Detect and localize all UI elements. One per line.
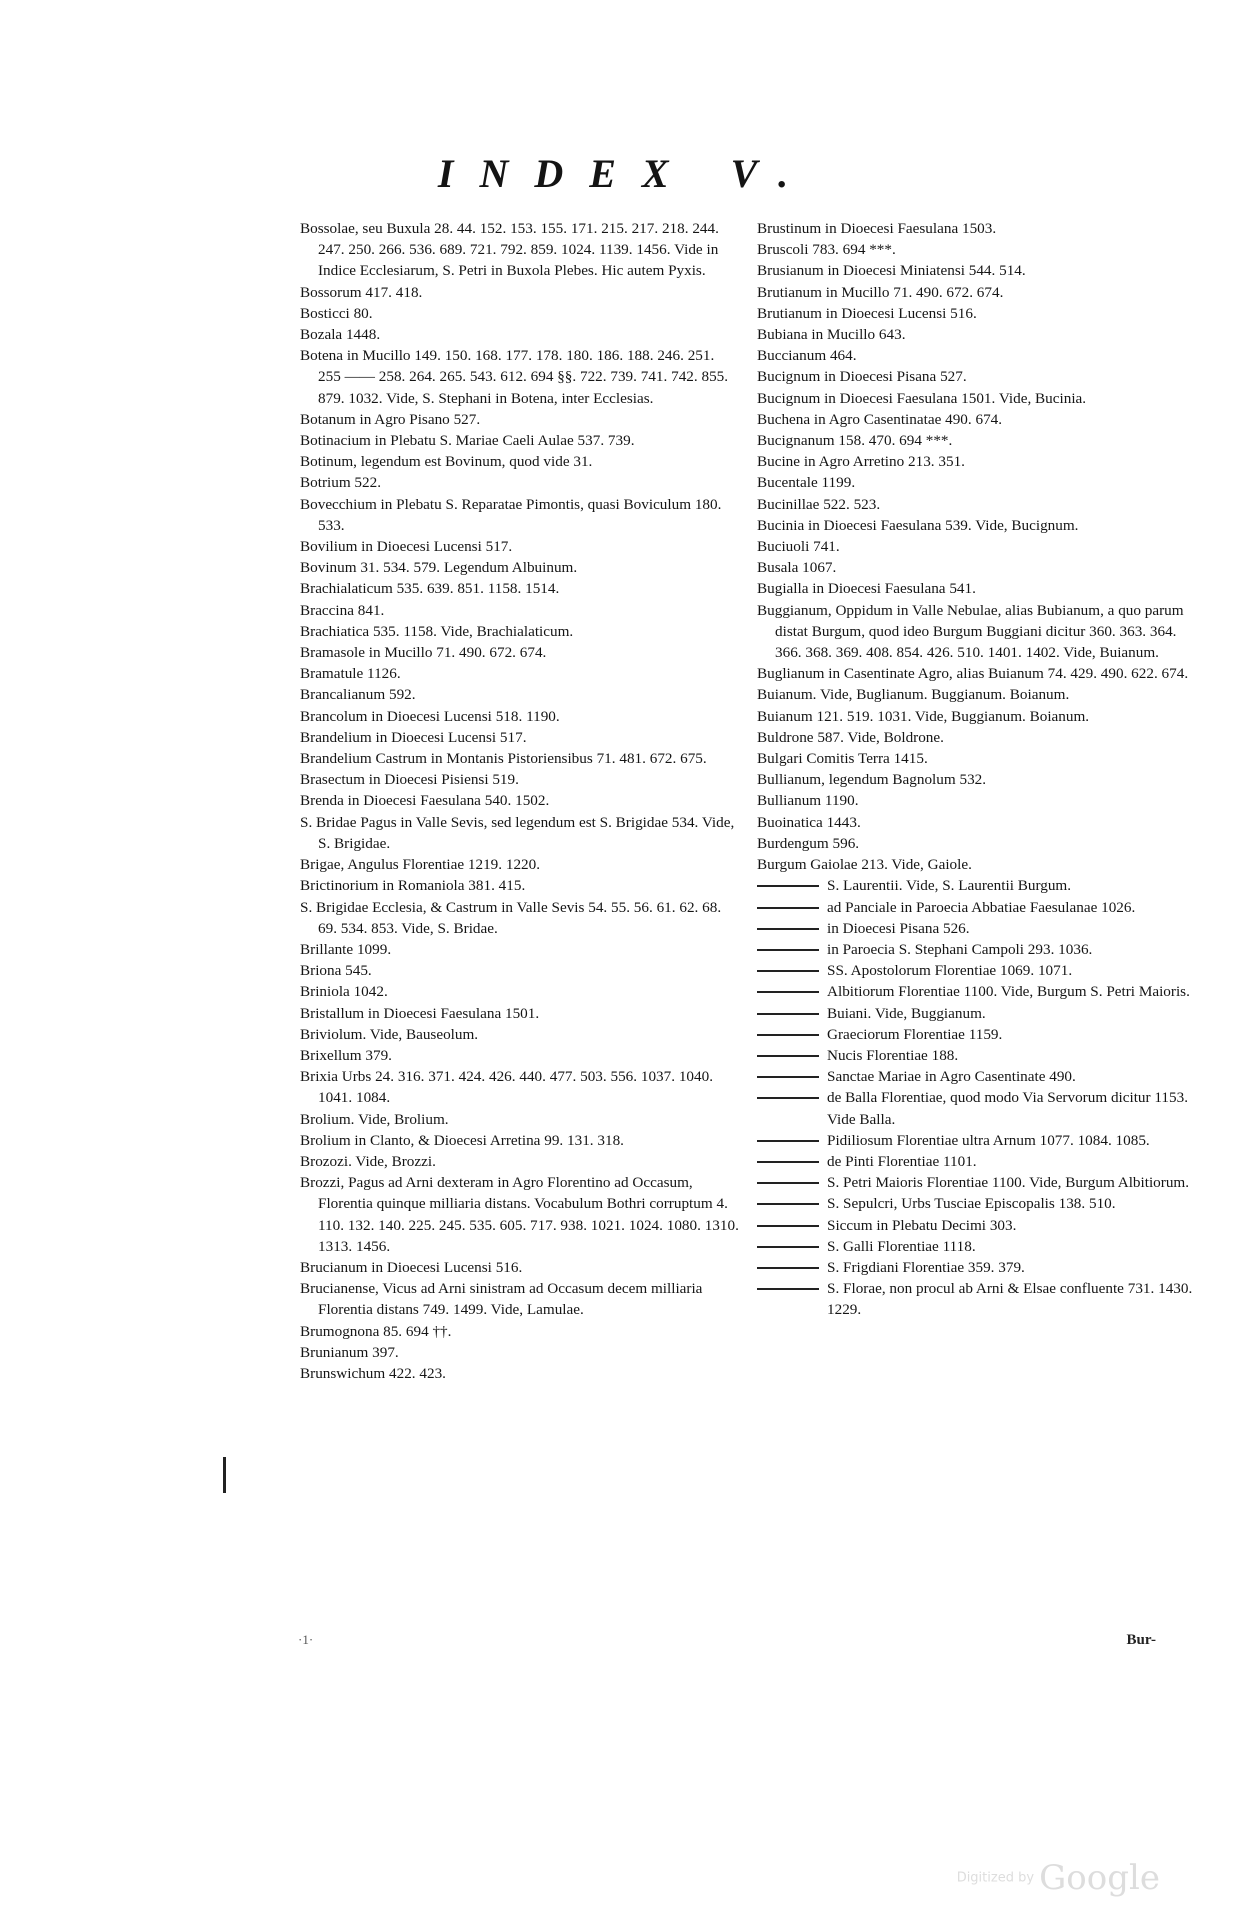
index-entry: Braccina 841. [300,601,385,619]
index-entry: Brucianense, Vicus ad Arni sinistram ad Occasum decem milliaria Florentia distans 749. 1499. Vide, Lamulae. [300,1280,703,1319]
index-entry: Briviolum. Vide, Bauseolum. [300,1025,479,1043]
index-entry: Bullianum 1190. [757,792,859,810]
index-column-right [757,218,1197,1321]
index-entry: S. Brigidae Ecclesia, & Castrum in Valle Sevis 54. 55. 56. 61. 62. 68. 69. 534. 853. Vide, S. Bridae. [300,898,722,937]
index-subentry [757,1257,1197,1278]
index-subentry [757,897,1197,918]
index-subentry [757,1278,1197,1320]
index-entry: Brillante 1099. [300,940,392,958]
index-entry: Bruscoli 783. 694 ***. [757,241,896,259]
subentry-text: in Dioecesi Pisana 526. [827,919,970,937]
index-entry: Brozozi. Vide, Brozzi. [300,1152,436,1170]
index-entry: Brolium. Vide, Brolium. [300,1110,449,1128]
subentry-text: Albitiorum Florentiae 1100. Vide, Burgum S. Petri Maioris. [827,983,1190,1001]
index-entry: Bugialla in Dioecesi Faesulana 541. [757,580,976,598]
ditto-dash [757,1182,819,1184]
ditto-dash [757,991,819,993]
subentry-text: S. Frigdiani Florentiae 359. 379. [827,1258,1025,1276]
catchword: Bur- [1126,1632,1156,1648]
subentry-text: Nucis Florentiae 188. [827,1046,959,1064]
index-entry: Brixellum 379. [300,1046,392,1064]
subentry-text: Sanctae Mariae in Agro Casentinate 490. [827,1068,1076,1086]
ditto-dash [757,1076,819,1078]
index-entry: Bubiana in Mucillo 643. [757,326,906,344]
index-entry: Bossolae, seu Buxula 28. 44. 152. 153. 155. 171. 215. 217. 218. 244. 247. 250. 266. 536. 689. 721. 792. 859. 1024. 1139. 1456. Vide in Indice Ecclesiarum, S. Petri in Buxola Plebes. Hic autem Pyxis. [300,220,719,280]
index-entry: Buianum. Vide, Buglianum. Buggianum. Boianum. [757,686,1070,704]
ditto-dash [757,1097,819,1099]
index-entry: Brumognona 85. 694 ††. [300,1322,452,1340]
subentry-text: de Balla Florentiae, quod modo Via Servorum dicitur 1153. Vide Balla. [827,1089,1188,1128]
index-entry: Botinum, legendum est Bovinum, quod vide 31. [300,453,593,471]
index-subentry [757,1172,1197,1193]
index-entry: Bramasole in Mucillo 71. 490. 672. 674. [300,644,547,662]
index-subentry [757,875,1197,896]
index-entry: Bossorum 417. 418. [300,283,423,301]
index-entry: Buchena in Agro Casentinatae 490. 674. [757,410,1003,428]
index-entry: Buciuoli 741. [757,538,840,556]
index-entry: Brutianum in Mucillo 71. 490. 672. 674. [757,283,1004,301]
index-entry: Bulgari Comitis Terra 1415. [757,750,928,768]
index-entry: Brozzi, Pagus ad Arni dexteram in Agro Florentino ad Occasum, Florentia quinque milliaria distans. Vocabulum Bothri corruptum 4. 110. 132. 140. 225. 245. 535. 605. 717. 938. 1021. 1024. 1080. 1310. 1313. 1456. [300,1174,739,1255]
watermark [957,1858,1160,1898]
ditto-dash [757,1288,819,1290]
index-column-left [300,218,740,1384]
index-entry: Brancalianum 592. [300,686,416,704]
index-entry: Brandelium Castrum in Montanis Pistoriensibus 71. 481. 672. 675. [300,750,707,768]
index-entry: Brusianum in Dioecesi Miniatensi 544. 514. [757,262,1026,280]
ditto-dash [757,1203,819,1205]
subentry-text: de Pinti Florentiae 1101. [827,1152,977,1170]
index-entry: S. Bridae Pagus in Valle Sevis, sed legendum est S. Brigidae 534. Vide, S. Brigidae. [300,813,735,852]
index-subentry [757,939,1197,960]
index-entry: Bovilium in Dioecesi Lucensi 517. [300,538,513,556]
ditto-dash [757,1034,819,1036]
watermark-prefix: Digitized by [956,1870,1035,1886]
index-entry: Bovinum 31. 534. 579. Legendum Albuinum. [300,559,578,577]
index-subentry [757,960,1197,981]
page-title: INDEX V. [437,151,815,196]
ditto-dash [757,1225,819,1227]
index-entry: Bovecchium in Plebatu S. Reparatae Pimontis, quasi Boviculum 180. 533. [300,495,722,534]
watermark-brand: Google [1039,1858,1160,1898]
index-entry: Botinacium in Plebatu S. Mariae Caeli Aulae 537. 739. [300,432,635,450]
ditto-dash [757,1140,819,1142]
index-entry: Botrium 522. [300,474,382,492]
index-entry: Brustinum in Dioecesi Faesulana 1503. [757,220,997,237]
ditto-dash [757,1055,819,1057]
footer-mark: ·1· [298,1632,314,1647]
index-subentry [757,1193,1197,1214]
index-entry: Bucinia in Dioecesi Faesulana 539. Vide, Bucignum. [757,516,1079,534]
index-entry: Buldrone 587. Vide, Boldrone. [757,728,944,746]
ditto-dash [757,1161,819,1163]
index-entry: Brasectum in Dioecesi Pisiensi 519. [300,771,519,789]
index-entry: Busala 1067. [757,559,837,577]
index-entry: Bucine in Agro Arretino 213. 351. [757,453,965,471]
subentry-text: Siccum in Plebatu Decimi 303. [827,1216,1017,1234]
ditto-dash [757,970,819,972]
ditto-dash [757,1246,819,1248]
ditto-dash [757,949,819,951]
index-entry: Brigae, Angulus Florentiae 1219. 1220. [300,856,541,874]
subentry-text: S. Sepulcri, Urbs Tusciae Episcopalis 138. 510. [827,1195,1116,1213]
index-entry: Brachiatica 535. 1158. Vide, Brachialaticum. [300,622,574,640]
index-entry: Bucignanum 158. 470. 694 ***. [757,432,953,450]
index-entry: Bucentale 1199. [757,474,856,492]
index-entry: Brachialaticum 535. 639. 851. 1158. 1514. [300,580,560,598]
index-subentry [757,1003,1197,1024]
index-entry: Bozala 1448. [300,326,381,344]
index-entry: Bullianum, legendum Bagnolum 532. [757,771,987,789]
subentry-text: Pidiliosum Florentiae ultra Arnum 1077. 1084. 1085. [827,1131,1150,1149]
ditto-dash [757,1013,819,1015]
index-entry: Brancolum in Dioecesi Lucensi 518. 1190. [300,707,560,725]
subentry-text: S. Laurentii. Vide, S. Laurentii Burgum. [827,877,1072,895]
subentry-text: Buiani. Vide, Buggianum. [827,1004,986,1022]
index-subentry [757,1130,1197,1151]
index-subentry [757,1236,1197,1257]
index-subentry [757,918,1197,939]
index-entry: Bristallum in Dioecesi Faesulana 1501. [300,1004,540,1022]
index-entry: Brandelium in Dioecesi Lucensi 517. [300,728,527,746]
subentry-text: SS. Apostolorum Florentiae 1069. 1071. [827,962,1073,980]
index-subentry [757,1024,1197,1045]
index-entry: Briniola 1042. [300,983,388,1001]
index-entry: Bosticci 80. [300,304,373,322]
subentry-text: Graeciorum Florentiae 1159. [827,1025,1003,1043]
index-entry: Bramatule 1126. [300,665,401,683]
index-entry: Bucinillae 522. 523. [757,495,881,513]
index-entry: Botanum in Agro Pisano 527. [300,410,481,428]
index-entry: Buianum 121. 519. 1031. Vide, Buggianum. Boianum. [757,707,1090,725]
subentry-text: in Paroecia S. Stephani Campoli 293. 1036. [827,940,1093,958]
index-entry: Brenda in Dioecesi Faesulana 540. 1502. [300,792,550,810]
index-entry: Botena in Mucillo 149. 150. 168. 177. 178. 180. 186. 188. 246. 251. 255 —— 258. 264. 265. 543. 612. 694 §§. 722. 739. 741. 742. 855. 879. 1032. Vide, S. Stephani in Botena, inter Ecclesias. [300,347,729,407]
subentry-text: S. Galli Florentiae 1118. [827,1237,976,1255]
index-subentry [757,1066,1197,1087]
subentry-text: S. Florae, non procul ab Arni & Elsae confluente 731. 1430. 1229. [827,1280,1193,1319]
index-entry: Brucianum in Dioecesi Lucensi 516. [300,1258,523,1276]
index-entry: Brunswichum 422. 423. [300,1364,446,1382]
index-subentry [757,981,1197,1002]
ditto-dash [757,928,819,930]
index-entry: Briona 545. [300,962,372,980]
index-entry: Buggianum, Oppidum in Valle Nebulae, alias Bubianum, a quo parum distat Burgum, quod ideo Burgum Buggiani dicitur 360. 363. 364. 366. 368. 369. 408. 854. 426. 510. 1401. 1402. Vide, Buianum. [757,601,1184,662]
index-entry: Buccianum 464. [757,347,857,365]
index-entry: Bucignum in Dioecesi Pisana 527. [757,368,967,386]
index-subentry [757,1045,1197,1066]
index-subentry [757,1087,1197,1129]
index-entry: Burgum Gaiolae 213. Vide, Gaiole. [757,856,972,874]
subentry-text: S. Petri Maioris Florentiae 1100. Vide, Burgum Albitiorum. [827,1174,1190,1192]
ditto-dash [757,885,819,887]
index-entry: Buoinatica 1443. [757,813,861,831]
index-entry: Burdengum 596. [757,834,860,852]
ditto-dash [757,907,819,909]
index-entry: Buglianum in Casentinate Agro, alias Buianum 74. 429. 490. 622. 674. [757,665,1189,683]
index-subentry [757,1151,1197,1172]
index-entry: Brolium in Clanto, & Dioecesi Arretina 99. 131. 318. [300,1131,624,1149]
ditto-dash [757,1267,819,1269]
subentry-text: ad Panciale in Paroecia Abbatiae Faesulanae 1026. [827,898,1136,916]
index-entry: Bucignum in Dioecesi Faesulana 1501. Vide, Bucinia. [757,389,1087,407]
index-subentry [757,1215,1197,1236]
margin-mark [223,1457,226,1493]
index-entry: Brutianum in Dioecesi Lucensi 516. [757,304,977,322]
index-entry: Brunianum 397. [300,1343,399,1361]
index-entry: Brictinorium in Romaniola 381. 415. [300,877,526,895]
index-entry: Brixia Urbs 24. 316. 371. 424. 426. 440. 477. 503. 556. 1037. 1040. 1041. 1084. [300,1068,714,1107]
